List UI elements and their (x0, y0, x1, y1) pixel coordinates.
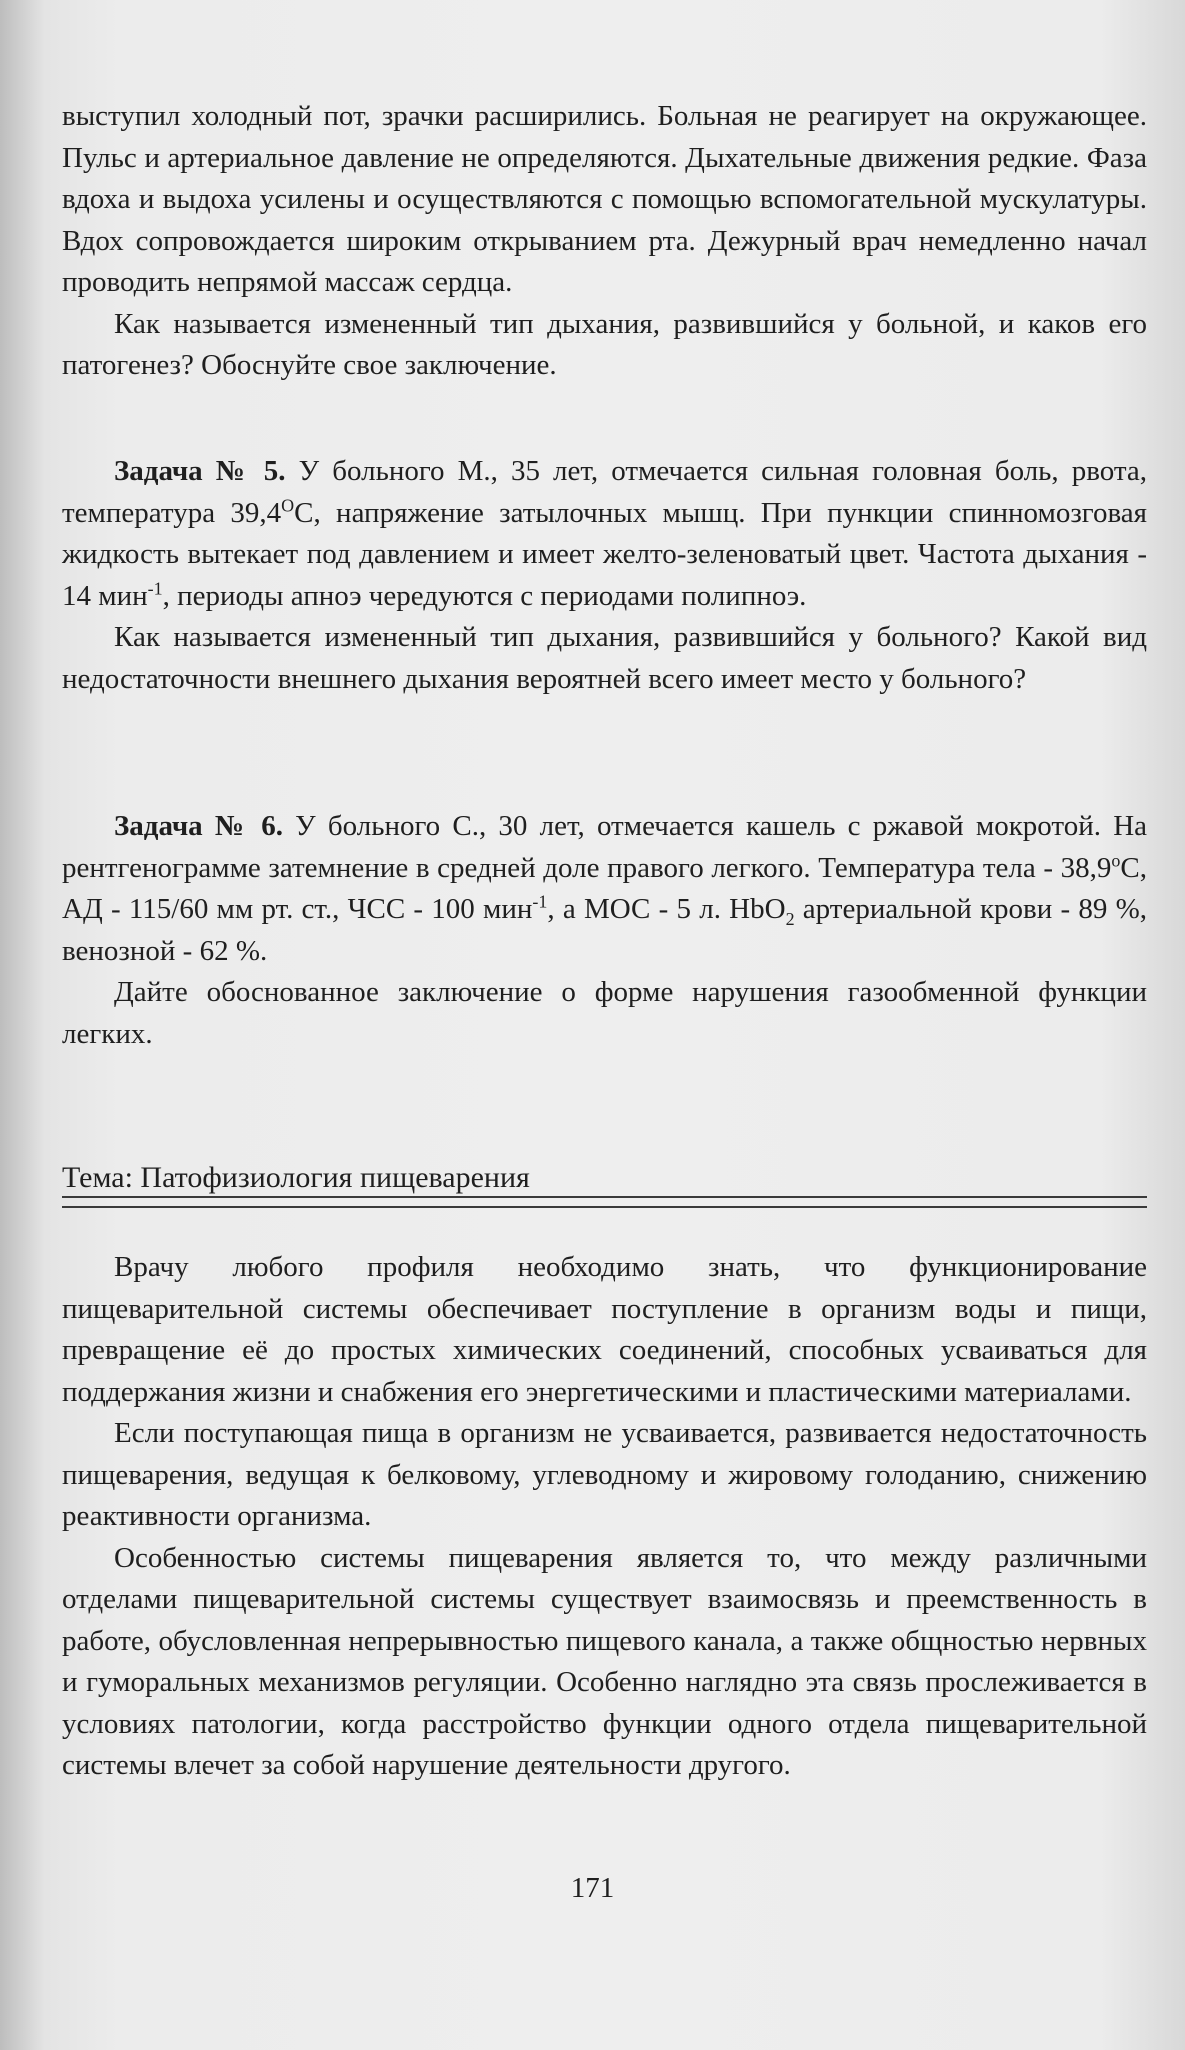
task-6-question: Дайте обоснованное заключение о форме нарушения газообменной функции легких. (62, 976, 1147, 1050)
section-paragraph-3: Особенностью системы пищеварения является то, что между различными отделами пищеварительной системы существует взаимосвязь и преемственность в работе, обусловленная непрерывностью пищевого канала, а также общностью нервных и гуморальных механизмов регуляции. Особенно наглядно эта связь прослеживается в условиях патологии, когда расстройство функции одного отдела пищеварительной системы влечет за собой нарушение деятельности другого. (62, 1541, 1147, 1781)
section-paragraph-2: Если поступающая пища в организм не усваивается, развивается недостаточность пищеварения, ведущая к белковому, углеводному и жировому голоданию, снижению реактивности организма. (62, 1417, 1147, 1532)
degree-sign: о (1111, 849, 1121, 870)
task-5-paragraph (62, 451, 1147, 617)
section-body (62, 1247, 1147, 1787)
heading-rule-bottom (62, 1206, 1147, 1208)
task-6-label: Задача № 6. (114, 810, 283, 842)
section-heading: Тема: Патофизиология пищеварения (62, 1161, 530, 1194)
case-description-paragraph: выступил холодный пот, зрачки расширились. Больная не реагирует на окружающее. Пульс и артериальное давление не определяются. Дыхательные движения редкие. Фаза вдоха и выдоха усилены и осуществляются с помощью вспомогательной мускулатуры. Вдох сопровождается широким открыванием рта. Дежурный врач немедленно начал проводить непрямой массаж сердца. (62, 100, 1147, 298)
superscript-minus-one: -1 (532, 891, 548, 912)
task-6-text-a: У больного С., 30 лет, отмечается кашель с ржавой мокротой. На рентгенограмме затемнение в средней доле правого легкого. Температура тела - 38,9 (62, 810, 1148, 884)
task-6 (62, 806, 1147, 1055)
task-5-label: Задача № 5. (114, 455, 286, 487)
task-6-text-b: С, АД - 115/60 мм рт. ст., ЧСС - 100 мин (62, 851, 1147, 925)
task-5 (62, 451, 1147, 700)
task-5-text-c: , периоды апноэ чередуются с периодами полипноэ. (162, 579, 807, 612)
case-continuation (62, 96, 1147, 387)
case-question-paragraph: Как называется измененный тип дыхания, развившийся у больной, и каков его патогенез? Обоснуйте свое заключение. (62, 307, 1147, 381)
task-6-text-d: артериальной крови - 89 %, венозной - 62 %. (62, 893, 1147, 967)
task-6-text-c: , а МОС - 5 л. HbO (547, 893, 786, 925)
task-5-text-a: У больного М., 35 лет, отмечается сильная головная боль, рвота, температура 39,4 (62, 455, 1147, 529)
superscript-minus-one: -1 (147, 577, 163, 598)
task-5-text-b: С, напряжение затылочных мышц. При пункции спинномозговая жидкость вытекает под давлением и имеет желто-зеленоватый цвет. Частота дыхания - 14 мин (62, 496, 1147, 612)
page-number: 171 (570, 1872, 615, 1904)
task-5-question: Как называется измененный тип дыхания, развившийся у больного? Какой вид недостаточности внешнего дыхания вероятней всего имеет место у больного? (62, 621, 1147, 695)
section-paragraph-1: Врачу любого профиля необходимо знать, что функционирование пищеварительной системы обеспечивает поступление в организм воды и пищи, превращение её до простых химических соединений, способных усваиваться для поддержания жизни и снабжения его энергетическими и пластическими материалами. (62, 1251, 1147, 1408)
heading-rule-top (62, 1196, 1147, 1198)
subscript-two: 2 (785, 908, 795, 929)
degree-sign: О (281, 494, 295, 515)
task-6-paragraph (62, 806, 1147, 972)
